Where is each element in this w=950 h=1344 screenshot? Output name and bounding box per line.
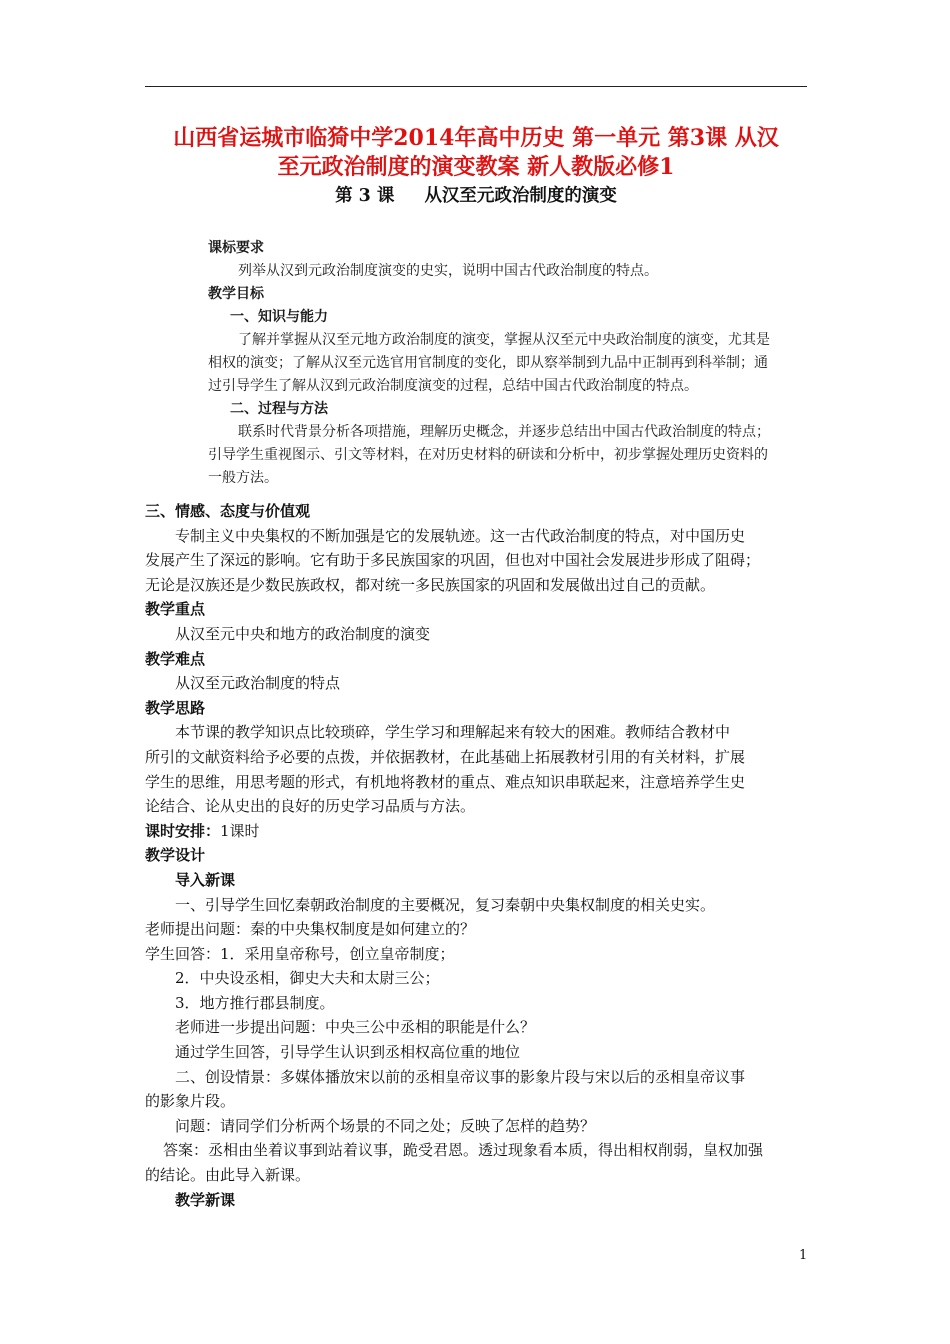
scene-line: 二、创设情景：多媒体播放宋以前的丞相皇帝议事的影象片段与宋以后的丞相皇帝议事 [175, 1067, 746, 1086]
knowledge-line: 了解并掌握从汉至元地方政治制度的演变，掌握从汉至元中央政治制度的演变，尤其是 [238, 332, 770, 348]
student-answer-1: 学生回答：1．采用皇帝称号，创立皇帝制度； [145, 944, 455, 963]
new-lesson-heading: 教学新课 [175, 1190, 236, 1209]
standards-heading: 课标要求 [208, 240, 264, 256]
lesson-body [145, 499, 807, 1212]
approach-line: 论结合、论从史出的良好的历史学习品质与方法。 [145, 797, 476, 816]
student-answer-3: 3．地方推行郡县制度。 [175, 993, 335, 1012]
intro-heading: 导入新课 [175, 870, 236, 889]
document-title-line1: 山西省运城市临猗中学2014年高中历史 第一单元 第3课 从汉 [173, 125, 779, 151]
knowledge-line: 相权的演变；了解从汉至元选官用官制度的变化，即从察举制到九品中正制再到科举制；通 [208, 355, 768, 371]
teacher-question-2: 老师进一步提出问题：中央三公中丞相的职能是什么？ [175, 1018, 536, 1037]
goals-heading: 教学目标 [208, 286, 264, 302]
key-text: 从汉至元中央和地方的政治制度的演变 [175, 624, 431, 643]
schedule-label: 课时安排： [145, 821, 221, 840]
process-heading: 二、过程与方法 [230, 401, 328, 417]
scene-line: 的影象片段。 [145, 1092, 236, 1111]
header-rule [145, 86, 807, 87]
approach-line: 学生的思维，用思考题的形式，有机地将教材的重点、难点知识串联起来，注意培养学生史 [145, 772, 746, 791]
question-line: 问题：请同学们分析两个场景的不同之处；反映了怎样的趋势？ [175, 1116, 596, 1135]
page-number: 1 [799, 1248, 808, 1263]
attitude-line: 发展产生了深远的影响。它有助于多民族国家的巩固，但也对中国社会发展进步形成了阻碍； [145, 551, 761, 570]
student-answer-2: 2．中央设丞相，御史大夫和太尉三公； [175, 969, 440, 988]
lesson-title [145, 184, 807, 208]
approach-heading: 教学思路 [145, 698, 206, 717]
lesson-name: 从汉至元政治制度的演变 [424, 186, 617, 206]
attitude-line: 专制主义中央集权的不断加强是它的发展轨迹。这一古代政治制度的特点，对中国历史 [175, 526, 746, 545]
process-line: 联系时代背景分析各项措施，理解历史概念，并逐步总结出中国古代政治制度的特点； [238, 424, 770, 440]
attitude-heading: 三、情感、态度与价值观 [145, 502, 311, 520]
process-line: 引导学生重视图示、引文等材料，在对历史材料的研读和分析中，初步掌握处理历史资料的 [208, 447, 768, 463]
answer-line: 的结论。由此导入新课。 [145, 1166, 311, 1185]
student-answer-4: 通过学生回答，引导学生认识到丞相权高位重的地位 [175, 1043, 521, 1062]
knowledge-heading: 一、知识与能力 [230, 309, 328, 325]
difficulty-heading: 教学难点 [145, 649, 206, 668]
key-heading: 教学重点 [145, 600, 206, 619]
lesson-label: 第 3 课 [335, 186, 395, 206]
intro-step1: 一、引导学生回忆秦朝政治制度的主要概况，复习秦朝中央集权制度的相关史实。 [175, 895, 716, 914]
approach-line: 本节课的教学知识点比较琐碎，学生学习和理解起来有较大的困难。教师结合教材中 [175, 723, 731, 742]
attitude-line: 无论是汉族还是少数民族政权，都对统一多民族国家的巩固和发展做出过自己的贡献。 [145, 575, 716, 594]
schedule-value: 1课时 [220, 821, 260, 840]
document-title-line2: 至元政治制度的演变教案 新人教版必修1 [277, 154, 675, 180]
design-heading: 教学设计 [145, 846, 206, 865]
answer-line: 答案：丞相由坐着议事到站着议事，跪受君恩。透过现象看本质，得出相权削弱，皇权加强 [163, 1141, 764, 1160]
standards-text: 列举从汉到元政治制度演变的史实，说明中国古代政治制度的特点。 [238, 263, 658, 279]
scanned-objectives-block [208, 237, 808, 490]
process-line: 一般方法。 [208, 470, 278, 486]
approach-line: 所引的文献资料给予必要的点拨，并依据教材，在此基础上拓展教材引用的有关材料，扩展 [145, 747, 746, 766]
difficulty-text: 从汉至元政治制度的特点 [175, 674, 341, 693]
schedule-line [145, 819, 807, 844]
teacher-question-1: 老师提出问题：秦的中央集权制度是如何建立的？ [145, 920, 476, 939]
knowledge-line: 过引导学生了解从汉到元政治制度演变的过程，总结中国古代政治制度的特点。 [208, 378, 698, 394]
